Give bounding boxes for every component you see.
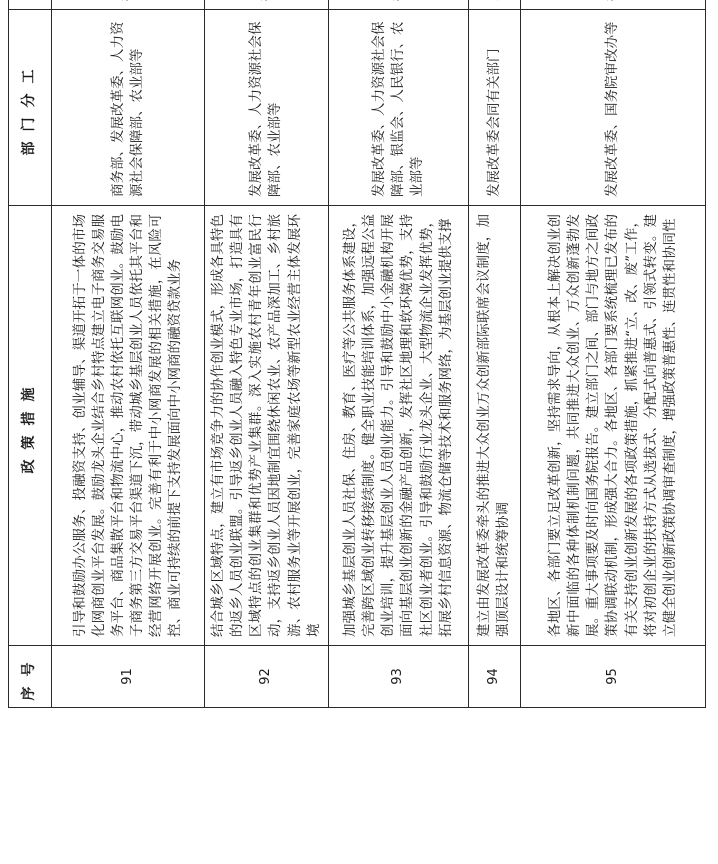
row-policy-measures: 加强城乡基层创业人员社保、住房、教育、医疗等公共服务体系建设，完善跨区域创业转移接续制度。健全职业技能培训体系，加强远程公益创业培训，提升基层创业人员创业能力。引导和鼓励中小金融机构开展面向基层创业创新的金融产品创新，发挥社区地理和软环境优势，支持社区创业者创业。引导和鼓励行业龙头企业、大型物流企业发挥优势，拓展乡村信息资源、物流仓储等技术和服务网络，为基层创业提供支撑	[328, 206, 468, 646]
row-department-division: 发展改革委会同有关部门	[468, 10, 520, 206]
table-row	[468, 0, 520, 708]
row-department-division: 发展改革委、人力资源社会保障部、农业部等	[205, 10, 329, 206]
row-department-division: 发展改革委、国务院审改办等	[520, 10, 705, 206]
table-row	[205, 0, 329, 708]
header-serial-number: 序号	[9, 646, 52, 708]
row-serial-number: 91	[52, 646, 205, 708]
header-policy-measures: 政策措施	[9, 206, 52, 646]
header-deadline	[9, 0, 52, 10]
row-deadline	[468, 0, 520, 10]
header-department-division: 部门分工	[9, 10, 52, 206]
table-header-row	[9, 0, 52, 708]
table-row	[520, 0, 705, 708]
row-policy-measures: 结合城乡区域特点，建立有市场竞争力的协作创业模式，形成各具特色的返乡人员创业联盟。引导返乡创业人员融入特色专业市场，打造具有区域特点的创业集群和优势产业集群。深入实施农村青年创业富民行动，支持返乡创业人员因地制宜围绕休闲农业、农产品深加工、乡村旅游、农村服务业等开展创业，完善家庭农场等新型农业经营主体发展环境	[205, 206, 329, 646]
row-policy-measures: 各地区、各部门要立足改革创新，坚持需求导向，从根本上解决创业创新中面临的各种体制机制问题，共同推进大众创业、万众创新蓬勃发展。重大事项要及时向国务院报告。建立部门之间、部门与地方之间政策协调联动机制，形成强大合力。各地区、各部门要系统梳理已发布的有关支持创业创新发展的各项政策措施，抓紧推进“立、改、废”工作，将对初创企业的扶持方式从选拔式、分配式向普惠式、引领式转变。建立健全创业创新政策协调审查制度，增强政策普惠性、连贯性和协同性	[520, 206, 705, 646]
row-policy-measures: 引导和鼓励办公服务、投融资支持、创业辅导、渠道开拓于一体的市场化网商创业平台发展。鼓励龙头企业结合乡村特点建立电子商务交易服务平台、商品集散平台和物流中心，推动农村依托互联网创业。鼓励电子商务第三方交易平台渠道下沉，带动城乡基层创业人员依托其平台和经营网络开展创业。完善有利于中小网商发展的相关措施，在风险可控、商业可持续的前提下支持发展面向中小网商的融资贷款业务	[52, 206, 205, 646]
row-deadline	[52, 0, 205, 10]
row-policy-measures: 建立由发展改革委牵头的推进大众创业万众创新部际联席会议制度，加强顶层设计和统筹协调	[468, 206, 520, 646]
table-row	[328, 0, 468, 708]
policy-measures-table	[8, 0, 706, 708]
table-row	[52, 0, 205, 708]
row-serial-number: 92	[205, 646, 329, 708]
row-department-division: 商务部、发展改革委、人力资源社会保障部、农业部等	[52, 10, 205, 206]
row-serial-number: 93	[328, 646, 468, 708]
row-department-division: 发展改革委、人力资源社会保障部、银监会、人民银行、农业部等	[328, 10, 468, 206]
row-deadline	[328, 0, 468, 10]
row-deadline	[520, 0, 705, 10]
row-serial-number: 94	[468, 646, 520, 708]
row-serial-number: 95	[520, 646, 705, 708]
row-deadline	[205, 0, 329, 10]
